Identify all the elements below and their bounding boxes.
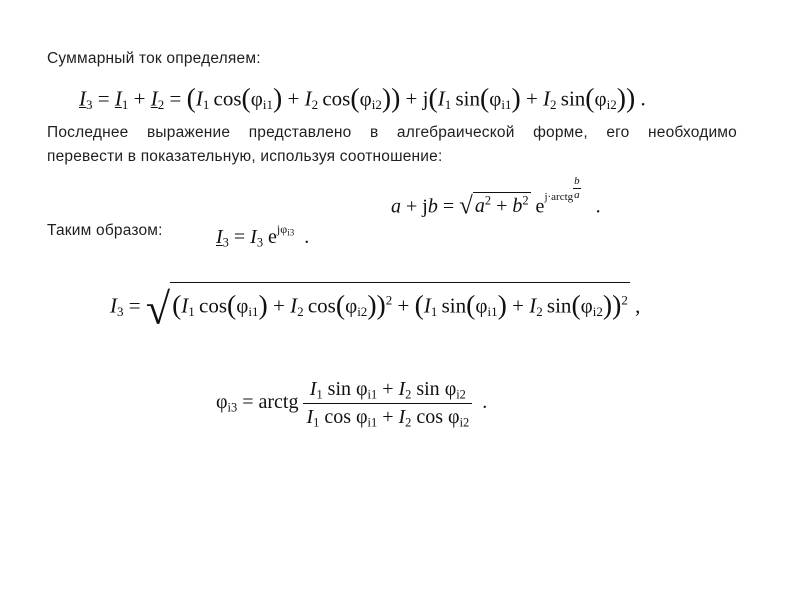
formula-exponential-form: a + jb = √ $a^2 + b^2$ $e^{j\cdot arctg \frac{b}{a}}$ . xyxy=(391,175,601,220)
formula-complex-current: $I_3 = I_3$ $e^{j\varphi_{i3}}$ . xyxy=(216,222,310,250)
formula-magnitude: $I_3 = √(I_1$ $\cos(\varphi_{i1}) + I_2$ $\cos(\varphi_{i2}))^2 + (I_1$ $\sin(\varphi_{i1}) + I_2$ $\sin(\varphi_{i2}))^2$ , xyxy=(110,282,640,334)
thus-text: Таким образом: xyxy=(47,222,163,239)
formula-phase-angle: $\varphi_{i3}$ = arctg $\frac{I_1 \sin \varphi_{i1} + I_2 \sin \varphi_{i2}}{I_1 \cos \varphi_{i1} + I_2 \cos \varphi_{i2}}$ . xyxy=(216,378,488,430)
paragraph-line-2: перевести в показательную, используя соотношение: xyxy=(47,148,443,165)
paragraph-line-1: Последнее выражение представлено в алгебраической форме, его необходимо xyxy=(47,124,737,141)
formula-total-current: $I_3 = I_1 + I_2 = (I_1$ $\cos(\varphi_{i1}) + I_2$ $\cos(\varphi_{i2})) + j(I_1$ $\sin(\varphi_{i1}) + I_2$ $\sin(\varphi_{i2})$) . xyxy=(79,82,646,113)
intro-text: Суммарный ток определяем: xyxy=(47,50,261,67)
